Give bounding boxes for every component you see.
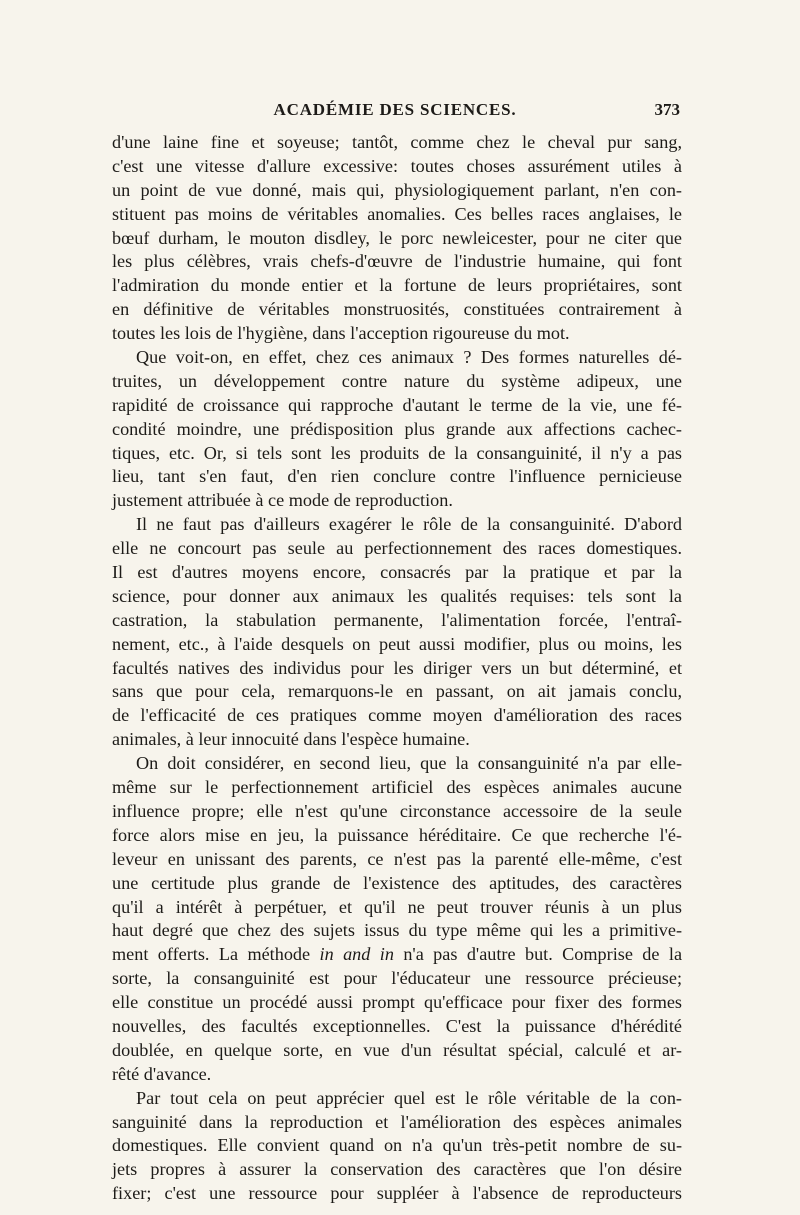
text-line: même sur le perfectionnement artificiel des espèces animales aucune	[112, 777, 682, 798]
page-number: 373	[654, 100, 680, 119]
body-text	[112, 131, 683, 1204]
text-line: nouvelles, des facultés exceptionnelles. C'est la puissance d'hérédité	[112, 1015, 682, 1036]
text-segment: n'a pas d'autre but. Comprise de la	[393, 944, 683, 965]
text-line: l'admiration du monde entier et la fortune de leurs propriétaires, sont	[112, 275, 682, 296]
text-line: elle ne concourt pas seule au perfectionnement des races domestiques.	[112, 538, 682, 559]
text-line: les plus célèbres, vrais chefs-d'œuvre de l'industrie humaine, qui font	[112, 251, 682, 272]
text-line: condité moindre, une prédisposition plus grande aux affections cachec-	[112, 418, 682, 439]
text-line: sans que pour cela, remarquons-le en passant, on ait jamais conclu,	[112, 681, 682, 702]
text-line: rêté d'avance.	[112, 1063, 212, 1084]
text-line: force alors mise en jeu, la puissance héréditaire. Ce que recherche l'é-	[112, 824, 682, 845]
text-line: sorte, la consanguinité est pour l'éducateur une ressource précieuse;	[112, 968, 682, 989]
text-line: rapidité de croissance qui rapproche d'autant le terme de la vie, une fé-	[112, 394, 682, 415]
text-line: qu'il a intérêt à perpétuer, et qu'il ne peut trouver réunis à un plus	[112, 896, 682, 917]
text-line: stituent pas moins de véritables anomalies. Ces belles races anglaises, le	[112, 203, 682, 224]
text-line: leveur en unissant des parents, ce n'est pas la parenté elle-même, c'est	[112, 848, 682, 869]
text-line: castration, la stabulation permanente, l'alimentation forcée, l'entraî-	[112, 609, 682, 630]
text-line: haut degré que chez des sujets issus du type même qui les a primitive-	[112, 920, 682, 941]
text-line: science, pour donner aux animaux les qualités requises: tels sont la	[112, 585, 682, 606]
text-line: justement attribuée à ce mode de reproduction.	[112, 490, 453, 511]
text-line: d'une laine fine et soyeuse; tantôt, comme chez le cheval pur sang,	[112, 132, 682, 152]
text-line: de l'efficacité de ces pratiques comme moyen d'amélioration des races	[112, 705, 682, 726]
text-line: truites, un développement contre nature du système adipeux, une	[112, 370, 682, 391]
text-line: elle constitue un procédé aussi prompt qu'efficace pour fixer des formes	[112, 992, 682, 1013]
text-line: nement, etc., à l'aide desquels on peut aussi modifier, plus ou moins, les	[112, 633, 682, 654]
paragraph-first-line: Par tout cela on peut apprécier quel est le rôle véritable de la con-	[136, 1087, 682, 1108]
running-header	[110, 100, 680, 124]
text-line: sanguinité dans la reproduction et l'amélioration des espèces animales	[112, 1111, 682, 1132]
text-line: tiques, etc. Or, si tels sont les produits de la consanguinité, il n'y a pas	[112, 442, 682, 463]
paragraph-first-line: On doit considérer, en second lieu, que la consanguinité n'a par elle-	[136, 753, 682, 774]
paragraph-first-line: Il ne faut pas d'ailleurs exagérer le rôle de la consanguinité. D'abord	[136, 514, 682, 535]
text-line: domestiques. Elle convient quand on n'a qu'un très-petit nombre de su-	[112, 1135, 682, 1156]
header-title: ACADÉMIE DES SCIENCES.	[273, 100, 517, 119]
text-line: influence propre; elle n'est qu'une circonstance accessoire de la seule	[112, 800, 682, 821]
text-line: doublée, en quelque sorte, en vue d'un résultat spécial, calculé et ar-	[112, 1039, 682, 1060]
text-line: fixer; c'est une ressource pour suppléer à l'absence de reproducteurs	[112, 1183, 682, 1204]
text-line: facultés natives des individus pour les diriger vers un but déterminé, et	[112, 657, 682, 678]
text-line: jets propres à assurer la conservation des caractères que l'on désire	[112, 1159, 682, 1180]
text-line: Il est d'autres moyens encore, consacrés par la pratique et par la	[112, 562, 682, 583]
text-line: un point de vue donné, mais qui, physiologiquement parlant, n'en con-	[112, 179, 682, 200]
text-line: c'est une vitesse d'allure excessive: toutes choses assurément utiles à	[112, 155, 682, 176]
paragraph-first-line: Que voit-on, en effet, chez ces animaux ? Des formes naturelles dé-	[136, 347, 682, 368]
text-line: animales, à leur innocuité dans l'espèce humaine.	[112, 729, 470, 750]
text-line: bœuf durham, le mouton disdley, le porc newleicester, pour ne citer que	[112, 227, 682, 248]
text-line-with-italic	[112, 943, 682, 967]
text-line: en définitive de véritables monstruosités, constituées contrairement à	[112, 299, 682, 320]
text-segment: ment offerts. La méthode	[112, 944, 320, 965]
text-line: une certitude plus grande de l'existence des aptitudes, des caractères	[112, 872, 682, 893]
text-line: lieu, tant s'en faut, d'en rien conclure contre l'influence pernicieuse	[112, 466, 682, 487]
text-line: toutes les lois de l'hygiène, dans l'acception rigoureuse du mot.	[112, 323, 570, 344]
italic-term: in and in	[319, 944, 394, 965]
